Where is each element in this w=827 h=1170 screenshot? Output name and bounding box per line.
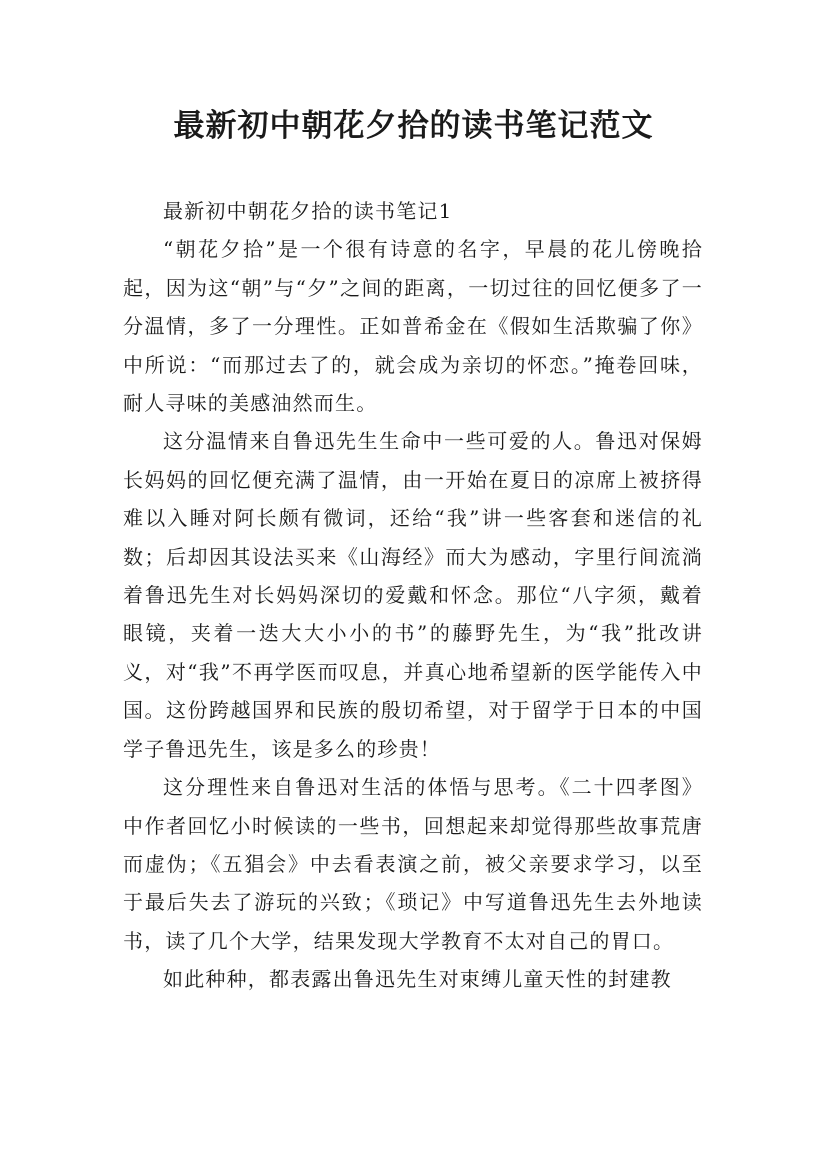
document-title: 最新初中朝花夕拾的读书笔记范文: [173, 108, 654, 144]
paragraph: 如此种种，都表露出鲁迅先生对束缚儿童天性的封建教: [163, 967, 672, 992]
paragraph: 这分温情来自鲁迅先生生命中一些可爱的人。鲁迅对保姆长妈妈的回忆便充满了温情，由一开始在夏日的凉席上被挤得难以入睡对阿长颇有微词，还给“我”讲一些客套和迷信的礼数；后却因其设法买来《山海经》而大为感动，字里行间流淌着鲁迅先生对长妈妈深切的爱戴和怀念。那位“八字须，戴着眼镜，夹着一迭大大小小的书”的藤野先生，为“我”批改讲义，对“我”不再学医而叹息，并真心地希望新的医学能传入中国。这份跨越国界和民族的殷切希望，对于留学于日本的中国学子鲁迅先生，该是多么的珍贵！: [123, 429, 703, 761]
document-body: [123, 192, 703, 999]
section-heading: 最新初中朝花夕拾的读书笔记1: [163, 199, 453, 223]
paragraph: 这分理性来自鲁迅对生活的体悟与思考。《二十四孝图》中作者回忆小时候读的一些书，回想起来却觉得那些故事荒唐而虚伪；《五猖会》中去看表演之前，被父亲要求学习，以至于最后失去了游玩的兴致；《琐记》中写道鲁迅先生去外地读书，读了几个大学，结果发现大学教育不太对自己的胃口。: [123, 775, 703, 953]
paragraph: “朝花夕拾”是一个很有诗意的名字，早晨的花儿傍晚拾起，因为这“朝”与“夕”之间的距离，一切过往的回忆便多了一分温情，多了一分理性。正如普希金在《假如生活欺骗了你》中所说：“而那过去了的，就会成为亲切的怀恋。”掩卷回味，耐人寻味的美感油然而生。: [123, 237, 703, 416]
